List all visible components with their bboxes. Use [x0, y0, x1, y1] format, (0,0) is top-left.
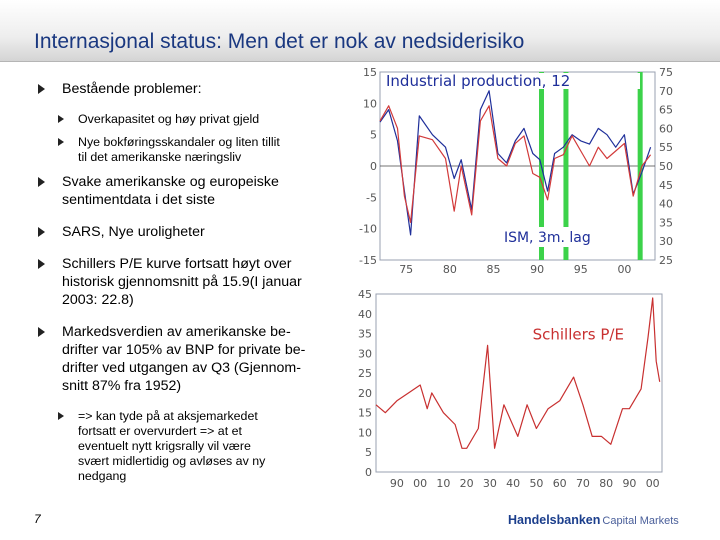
sub-bullet-arrow-icon	[58, 412, 64, 420]
x-tick-label: 95	[573, 263, 588, 276]
title-bar	[0, 0, 720, 62]
y-tick-label: 0	[365, 466, 372, 479]
sub-bullet-text: Nye bokføringsskandaler og liten tillit til det amerikanske næringsliv	[78, 135, 280, 164]
x-tick-label: 80	[599, 477, 614, 490]
y-right-tick-label: 75	[659, 66, 673, 79]
y-tick-label: 35	[358, 327, 372, 341]
bullet-text: Svake amerikanske og europeiske sentimentdata i det siste	[62, 174, 279, 208]
x-tick-label: 50	[529, 477, 544, 490]
x-tick-label: 90	[530, 263, 545, 276]
bullet-arrow-icon	[38, 177, 45, 187]
handelsbanken-logo	[508, 513, 679, 527]
x-tick-label: 00	[413, 477, 428, 490]
sub-bullet-item	[58, 409, 348, 484]
x-tick-label: 10	[436, 477, 451, 490]
sub-bullet-text: => kan tyde på at aksjemarkedet fortsatt er overvurdert => at et eventuelt nytt krigsrally vil være svært midlertidig og avløses av ny nedgang	[78, 409, 266, 483]
x-tick-label: 60	[552, 477, 567, 490]
y-left-tick-label: -15	[359, 254, 377, 267]
x-tick-label: 75	[399, 263, 414, 276]
x-tick-label: 90	[389, 477, 404, 490]
y-left-tick-label: 0	[370, 160, 377, 173]
bullet-arrow-icon	[38, 327, 45, 337]
sub-bullet-text: Overkapasitet og høy privat gjeld	[78, 112, 260, 126]
y-right-tick-label: 40	[659, 197, 673, 211]
plot-area	[376, 294, 662, 472]
y-right-tick-label: 35	[659, 216, 673, 230]
x-tick-label: 70	[575, 477, 590, 490]
y-tick-label: 5	[365, 446, 372, 460]
x-tick-label: 00	[645, 477, 660, 490]
y-left-tick-label: -10	[359, 222, 377, 236]
y-left-tick-label: 5	[370, 128, 377, 142]
logo-main: Handelsbanken	[508, 513, 601, 527]
sub-bullet-arrow-icon	[58, 115, 64, 123]
bullet-item	[38, 173, 348, 209]
x-tick-label: 90	[622, 477, 637, 490]
x-tick-label: 40	[506, 477, 521, 490]
y-right-tick-label: 70	[659, 84, 673, 98]
y-right-tick-label: 45	[659, 178, 673, 192]
y-right-tick-label: 50	[659, 160, 673, 173]
bullet-arrow-icon	[38, 259, 45, 269]
x-tick-label: 80	[442, 263, 457, 276]
chart-title: Schillers P/E	[532, 325, 624, 344]
bullet-text: Markedsverdien av amerikanske be- drifter var 105% av BNP for private be- drifter ved utgangen av Q3 (Gjennom- snitt 87% fra 1952)	[62, 324, 306, 394]
y-right-tick-label: 55	[659, 141, 673, 155]
sub-bullet-arrow-icon	[58, 138, 64, 146]
bullet-item	[38, 323, 348, 395]
industrial-production-chart	[350, 64, 695, 276]
y-left-tick-label: 10	[363, 97, 377, 111]
bullet-arrow-icon	[38, 227, 45, 237]
sub-bullet-item	[58, 135, 348, 165]
y-tick-label: 40	[358, 307, 372, 321]
schiller-pe-svg	[350, 284, 695, 496]
y-left-tick-label: 15	[363, 66, 377, 79]
schiller-pe-chart	[350, 284, 695, 496]
bullet-text: SARS, Nye uroligheter	[62, 224, 205, 240]
ism-annotation: ISM, 3m. lag	[503, 230, 591, 246]
bullet-item	[38, 223, 348, 241]
industrial-production-svg	[350, 64, 695, 276]
y-right-tick-label: 60	[659, 122, 673, 136]
x-tick-label: 00	[617, 263, 632, 276]
logo-sub: Capital Markets	[602, 515, 679, 527]
bullet-item	[38, 80, 348, 98]
y-tick-label: 20	[358, 386, 372, 400]
bullet-item	[38, 255, 348, 309]
bullet-text: Schillers P/E kurve fortsatt høyt over historisk gjennomsnitt på 15.9(I januar 2003: 22.8)	[62, 256, 302, 308]
slide-title: Internasjonal status: Men det er nok av nedsiderisiko	[34, 30, 525, 53]
bullet-list	[38, 80, 348, 492]
x-tick-label: 30	[482, 477, 497, 490]
y-right-tick-label: 25	[659, 254, 673, 267]
bullet-text: Bestående problemer:	[62, 81, 202, 97]
x-tick-label: 20	[459, 477, 474, 490]
page-number: 7	[34, 512, 41, 526]
y-tick-label: 15	[358, 406, 372, 420]
sub-bullet-item	[58, 112, 348, 127]
y-right-tick-label: 30	[659, 235, 673, 249]
y-tick-label: 10	[358, 426, 372, 440]
chart-title: Industrial production, 12	[386, 72, 571, 90]
y-tick-label: 45	[358, 288, 372, 301]
bullet-arrow-icon	[38, 84, 45, 94]
y-tick-label: 25	[358, 367, 372, 381]
y-right-tick-label: 65	[659, 103, 673, 117]
y-left-tick-label: -5	[366, 191, 377, 205]
x-tick-label: 85	[486, 263, 501, 276]
y-tick-label: 30	[358, 347, 372, 361]
